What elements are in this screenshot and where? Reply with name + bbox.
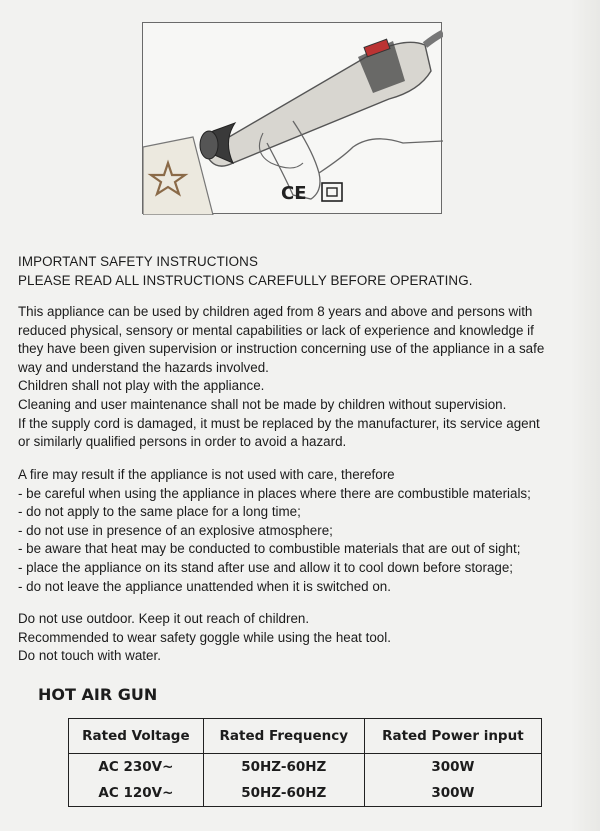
safety-paragraph bbox=[18, 303, 593, 452]
closing-line: Recommended to wear safety goggle while using the heat tool. bbox=[18, 629, 391, 645]
fire-item: - be aware that heat may be conducted to combustible materials that are out of sight; bbox=[18, 541, 521, 557]
specifications-table bbox=[68, 718, 542, 807]
closing-line: Do not use outdoor. Keep it out reach of children. bbox=[18, 611, 310, 626]
paper-edge bbox=[570, 0, 600, 831]
fire-item: - be careful when using the appliance in places where there are combustible materials; bbox=[18, 485, 531, 501]
safety-heading: IMPORTANT SAFETY INSTRUCTIONS bbox=[18, 254, 258, 269]
fire-item: - do not leave the appliance unattended when it is switched on. bbox=[18, 578, 391, 594]
cell-frequency: 50HZ-60HZ bbox=[203, 754, 364, 781]
hot-air-gun-drawing bbox=[143, 23, 443, 215]
product-title: HOT AIR GUN bbox=[38, 685, 158, 704]
safety-headings bbox=[18, 253, 593, 290]
paragraph-line: reduced physical, sensory or mental capabilities or lack of experience and knowledge if bbox=[18, 322, 534, 338]
fire-intro: A fire may result if the appliance is not used with care, therefore bbox=[18, 467, 395, 482]
cell-voltage: AC 230V~ bbox=[69, 754, 204, 781]
cell-voltage: AC 120V~ bbox=[69, 780, 204, 807]
double-insulation-icon bbox=[322, 183, 342, 201]
paragraph-line: If the supply cord is damaged, it must be replaced by the manufacturer, its service agent bbox=[18, 415, 540, 431]
header-rated-voltage: Rated Voltage bbox=[69, 719, 204, 754]
paragraph-line: way and understand the hazards involved. bbox=[18, 359, 269, 375]
paragraph-line: Cleaning and user maintenance shall not be made by children without supervision. bbox=[18, 396, 507, 412]
table-row bbox=[69, 754, 542, 781]
paragraph-line: or similarly qualified persons in order to avoid a hazard. bbox=[18, 434, 347, 450]
cell-frequency: 50HZ-60HZ bbox=[203, 780, 364, 807]
fire-item: - do not apply to the same place for a long time; bbox=[18, 504, 301, 520]
cell-power: 300W bbox=[364, 754, 541, 781]
table-row bbox=[69, 780, 542, 807]
closing-line: Do not touch with water. bbox=[18, 648, 161, 664]
paragraph-line: Children shall not play with the appliance. bbox=[18, 378, 265, 394]
fire-item: - do not use in presence of an explosive atmosphere; bbox=[18, 522, 333, 538]
header-rated-power: Rated Power input bbox=[364, 719, 541, 754]
closing-notes bbox=[18, 610, 593, 666]
table-header-row bbox=[69, 719, 542, 754]
cell-power: 300W bbox=[364, 780, 541, 807]
paragraph-line: they have been given supervision or instruction concerning use of the appliance in a safe bbox=[18, 341, 545, 357]
fire-item: - place the appliance on its stand after use and allow it to cool down before storage; bbox=[18, 559, 514, 575]
paragraph-line: This appliance can be used by children aged from 8 years and above and persons with bbox=[18, 304, 533, 319]
header-rated-frequency: Rated Frequency bbox=[203, 719, 364, 754]
ce-mark: CE bbox=[281, 183, 307, 204]
product-illustration bbox=[142, 22, 442, 214]
safety-subheading: PLEASE READ ALL INSTRUCTIONS CAREFULLY BEFORE OPERATING. bbox=[18, 272, 473, 288]
fire-warning-list bbox=[18, 466, 593, 596]
